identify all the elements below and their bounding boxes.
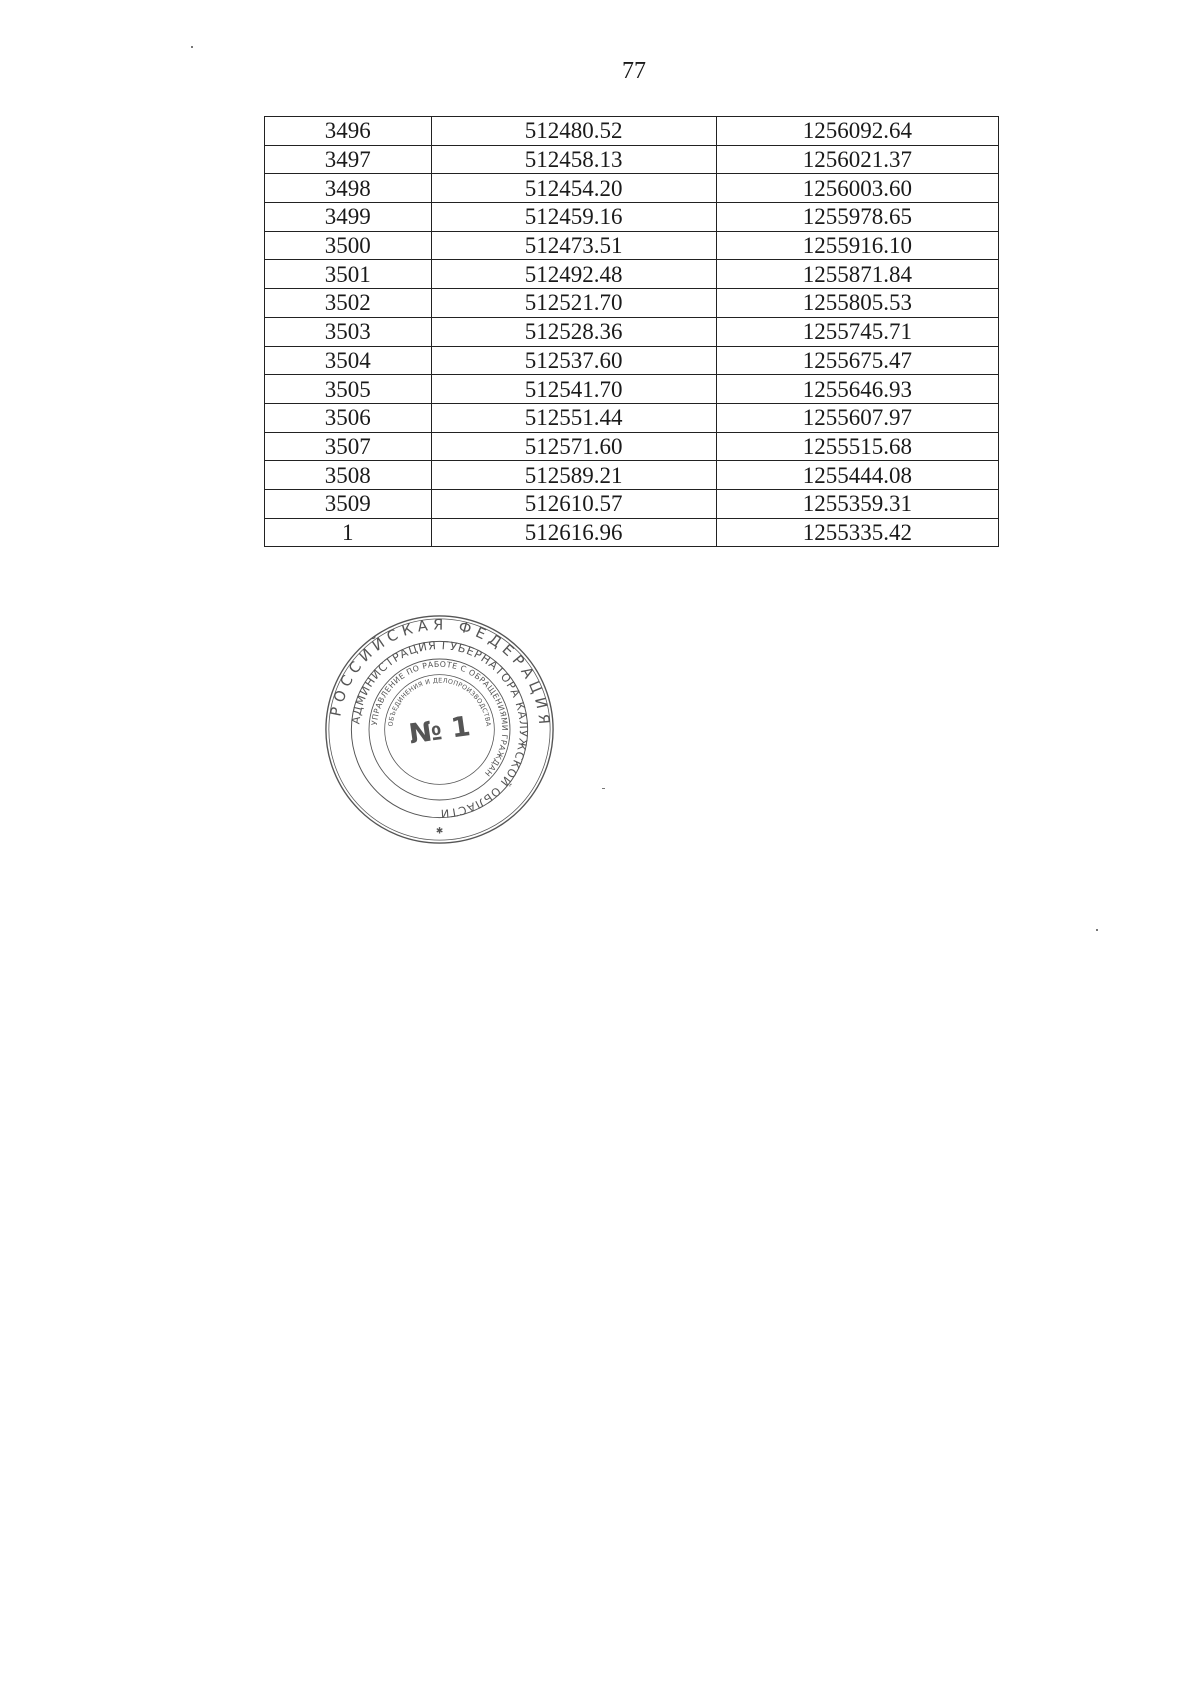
y-coordinate-cell: 1255871.84 — [716, 260, 998, 289]
table-row — [265, 375, 999, 404]
table-row — [265, 461, 999, 490]
table-row — [265, 174, 999, 203]
x-coordinate-cell: 512459.16 — [431, 203, 716, 232]
point-number-cell: 3506 — [265, 403, 432, 432]
point-number-cell: 3500 — [265, 231, 432, 260]
x-coordinate-cell: 512551.44 — [431, 403, 716, 432]
x-coordinate-cell: 512473.51 — [431, 231, 716, 260]
table-row — [265, 489, 999, 518]
x-coordinate-cell: 512528.36 — [431, 317, 716, 346]
table-row — [265, 260, 999, 289]
seal-middle-text: АДМИНИСТРАЦИЯ ГУБЕРНАТОРА КАЛУЖСКОЙ ОБЛАСТИ — [349, 639, 530, 820]
y-coordinate-cell: 1255978.65 — [716, 203, 998, 232]
coordinates-table-body — [265, 117, 999, 547]
official-seal-stamp — [322, 612, 557, 847]
y-coordinate-cell: 1256003.60 — [716, 174, 998, 203]
y-coordinate-cell: 1256092.64 — [716, 117, 998, 146]
seal-outer-text: РОССИЙСКАЯ ФЕДЕРАЦИЯ — [327, 616, 553, 730]
seal-inner-text: УПРАВЛЕНИЕ ПО РАБОТЕ С ОБРАЩЕНИЯМИ ГРАЖДАН — [369, 659, 510, 779]
x-coordinate-cell: 512458.13 — [431, 145, 716, 174]
y-coordinate-cell: 1255805.53 — [716, 289, 998, 318]
x-coordinate-cell: 512537.60 — [431, 346, 716, 375]
point-number-cell: 3499 — [265, 203, 432, 232]
y-coordinate-cell: 1255359.31 — [716, 489, 998, 518]
table-row — [265, 231, 999, 260]
x-coordinate-cell: 512610.57 — [431, 489, 716, 518]
y-coordinate-cell: 1256021.37 — [716, 145, 998, 174]
table-row — [265, 289, 999, 318]
x-coordinate-cell: 512541.70 — [431, 375, 716, 404]
point-number-cell: 3503 — [265, 317, 432, 346]
seal-core-text: ОБЪЕДИНЕНИЯ И ДЕЛОПРОИЗВОДСТВА — [387, 677, 492, 727]
y-coordinate-cell: 1255646.93 — [716, 375, 998, 404]
y-coordinate-cell: 1255444.08 — [716, 461, 998, 490]
point-number-cell: 3501 — [265, 260, 432, 289]
point-number-cell: 1 — [265, 518, 432, 547]
point-number-cell: 3498 — [265, 174, 432, 203]
point-number-cell: 3497 — [265, 145, 432, 174]
x-coordinate-cell: 512454.20 — [431, 174, 716, 203]
table-row — [265, 117, 999, 146]
point-number-cell: 3508 — [265, 461, 432, 490]
x-coordinate-cell: 512589.21 — [431, 461, 716, 490]
table-row — [265, 432, 999, 461]
scan-speck — [191, 46, 193, 48]
y-coordinate-cell: 1255745.71 — [716, 317, 998, 346]
table-row — [265, 203, 999, 232]
y-coordinate-cell: 1255916.10 — [716, 231, 998, 260]
scan-speck — [602, 788, 605, 789]
x-coordinate-cell: 512616.96 — [431, 518, 716, 547]
y-coordinate-cell: 1255515.68 — [716, 432, 998, 461]
x-coordinate-cell: 512480.52 — [431, 117, 716, 146]
point-number-cell: 3496 — [265, 117, 432, 146]
table-row — [265, 145, 999, 174]
y-coordinate-cell: 1255675.47 — [716, 346, 998, 375]
seal-star-icon: ✱ — [435, 826, 444, 837]
seal-center-number: № 1 — [407, 711, 473, 751]
table-row — [265, 346, 999, 375]
page-number: 77 — [622, 58, 646, 84]
point-number-cell: 3507 — [265, 432, 432, 461]
coordinates-table — [264, 116, 999, 547]
y-coordinate-cell: 1255335.42 — [716, 518, 998, 547]
point-number-cell: 3504 — [265, 346, 432, 375]
y-coordinate-cell: 1255607.97 — [716, 403, 998, 432]
point-number-cell: 3509 — [265, 489, 432, 518]
table-row — [265, 518, 999, 547]
table-row — [265, 317, 999, 346]
x-coordinate-cell: 512521.70 — [431, 289, 716, 318]
point-number-cell: 3505 — [265, 375, 432, 404]
x-coordinate-cell: 512571.60 — [431, 432, 716, 461]
scan-speck — [1096, 929, 1098, 931]
x-coordinate-cell: 512492.48 — [431, 260, 716, 289]
table-row — [265, 403, 999, 432]
point-number-cell: 3502 — [265, 289, 432, 318]
